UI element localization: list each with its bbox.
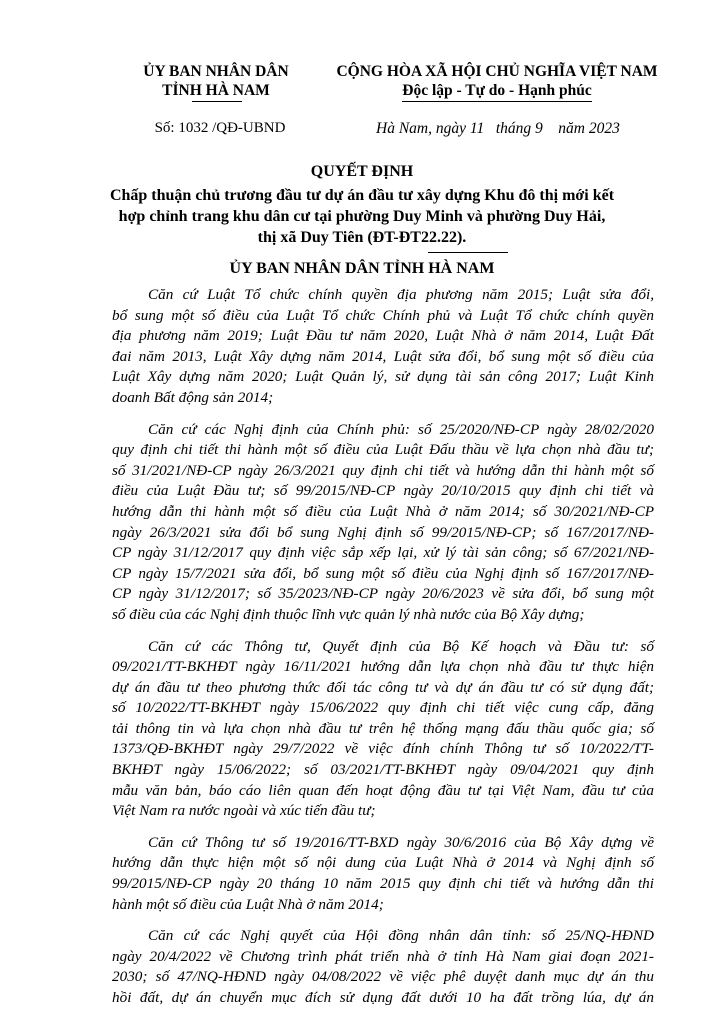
paragraph-line: CP ngày 31/12/2017 quy định việc sắp xếp lại, xử lý tài sản công; số 67/2021/NĐ- [112,544,654,562]
issuing-authority [118,62,314,100]
paragraph-line: 09/2021/TT-BKHĐT ngày 16/11/2021 hướng dẫn lựa chọn nhà đầu tư thực hiện [112,658,654,676]
paragraph-line: 1373/QĐ-BKHĐT ngày 29/7/2022 về việc đính chính Thông tư số 10/2022/TT- [112,740,654,758]
national-motto-text: Độc lập - Tự do - Hạnh phúc [402,82,592,99]
paragraph-line: hướng dẫn thi hành một số điều của Luật Nhà ở năm 2014; số 30/2021/NĐ-CP [112,502,654,520]
document-body [112,285,654,1020]
subtitle-line: hợp chỉnh trang khu dân cư tại phường Duy Minh và phường Duy Hải, [118,208,606,225]
paragraph-line: số 10/2022/TT-BKHĐT ngày 15/06/2022 quy định chi tiết việc cung cấp, đăng [112,699,654,717]
document-number: Số: 1032 /QĐ-UBND [154,120,286,136]
paragraph-line: tải thông tin và lựa chọn nhà đầu tư trên hệ thống mạng đấu thầu quốc gia; số [112,719,654,737]
paragraph-line: ngày 20/4/2022 về Chương trình phát triển nhà ở tỉnh Hà Nam giai đoạn 2021- [112,947,654,965]
paragraph [112,833,654,915]
paragraph-line: dự án đầu tư theo phương thức đối tác công tư và dự án đầu tư có sử dụng đất; [112,678,654,696]
subtitle-line [62,227,662,248]
paragraph-line: 99/2015/NĐ-CP ngày 20 tháng 10 năm 2015 quy định chi tiết và hướng dẫn thi [112,875,654,893]
paragraph-line: hướng dẫn thực hiện một số nội dung của Luật Nhà ở 2014 và Nghị định số [112,854,654,872]
paragraph-line: quy định chi tiết thi hành một số điều của Luật Đấu thầu về lựa chọn nhà đầu tư; [112,441,654,459]
national-motto [402,81,591,100]
subtitle-line-3-text: thị xã Duy Tiên (ĐT-ĐT22.22). [257,229,467,246]
paragraph-line: Căn cứ Thông tư số 19/2016/TT-BXD ngày 30/6/2016 của Bộ Xây dựng về [148,833,654,851]
document-date: Hà Nam, ngày 11 tháng 9 năm 2023 [376,120,620,137]
paragraph-line: hành một số điều của Luật Nhà ở năm 2014; [112,895,384,913]
paragraph-line: Căn cứ Luật Tổ chức chính quyền địa phương năm 2015; Luật sửa đổi, [148,286,654,303]
national-heading [318,62,676,100]
document-title: QUYẾT ĐỊNH [310,163,414,180]
paragraph-line: Việt Nam ra nước ngoài và xúc tiến đầu tư; [112,802,376,820]
paragraph [112,285,654,409]
paragraph-line: số điều của các Nghị định thuộc lĩnh vực quản lý nhà nước của Bộ Xây dựng; [112,605,585,623]
paragraph-line: CP ngày 15/7/2021 sửa đổi, bổ sung một số điều của Nghị định số 167/2017/NĐ- [112,564,654,582]
decision-authority: ỦY BAN NHÂN DÂN TỈNH HÀ NAM [229,260,495,277]
motto-underline [402,101,591,102]
paragraph-line: Luật Xây dựng năm 2020; Luật Quản lý, sử dụng tài sản công 2017; Luật Kinh [112,368,654,386]
paragraph [112,926,654,1008]
authority-line2 [162,81,270,100]
paragraph-line: Căn cứ các Thông tư, Quyết định của Bộ Kế hoạch và Đầu tư: số [148,637,654,655]
paragraph [112,637,654,822]
paragraph-line: hồi đất, dự án chuyển mục đích sử dụng đất dưới 10 ha đất trồng lúa, dự án [112,989,654,1006]
paragraph-line: 2030; số 47/NQ-HĐND ngày 04/08/2022 về việc phê duyệt danh mục dự án thu [112,968,654,986]
paragraph-line: CP ngày 31/12/2017; số 35/2023/NĐ-CP ngày 20/6/2023 về sửa đổi, bổ sung một [112,585,654,603]
paragraph-line: điều của Luật Đầu tư; số 99/2015/NĐ-CP ngày 20/10/2015 quy định chi tiết và [112,482,654,500]
authority-line2-text: TỈNH HÀ NAM [162,82,270,99]
paragraph-line: Căn cứ các Nghị quyết của Hội đồng nhân dân tỉnh: số 25/NQ-HĐND [148,927,654,945]
paragraph-line: Căn cứ các Nghị định của Chính phủ: số 25/2020/NĐ-CP ngày 28/02/2020 [148,420,654,438]
paragraph-line: bổ sung một số điều của Luật Tổ chức Chính phủ và Luật Tổ chức chính quyền [112,306,654,324]
document-subtitle [62,185,662,248]
paragraph-line: mẫu văn bản, báo cáo liên quan đến hoạt động đầu tư tại Việt Nam, đầu tư của [112,781,654,799]
paragraph-line: BKHĐT ngày 15/06/2022; số 03/2021/TT-BKHĐT ngày 09/04/2021 quy định [112,761,654,779]
subtitle-underline [428,252,508,253]
country-name: CỘNG HÒA XÃ HỘI CHỦ NGHĨA VIỆT NAM [336,63,658,80]
paragraph-line: địa phương năm 2019; Luật Đầu tư năm 2020, Luật Nhà ở năm 2014, Luật Đất [112,327,654,345]
subtitle-line-3 [258,227,467,248]
paragraph-line: số 31/2021/NĐ-CP ngày 26/3/2021 quy định chi tiết và hướng dẫn thi hành một số [112,461,654,479]
authority-line1: ỦY BAN NHÂN DÂN [143,63,289,80]
paragraph [112,420,654,626]
authority-underline [192,101,242,102]
subtitle-line: Chấp thuận chủ trương đầu tư dự án đầu tư xây dựng Khu đô thị mới kết [109,187,615,204]
paragraph-line: doanh Bất động sản 2014; [112,388,274,406]
paragraph-line: đai năm 2013, Luật Xây dựng năm 2014, Luật sửa đổi, bổ sung một số điều của [112,347,654,365]
paragraph-line: ngày 26/3/2021 sửa đổi bổ sung Nghị định số 99/2015/NĐ-CP; số 167/2017/NĐ- [112,523,654,541]
